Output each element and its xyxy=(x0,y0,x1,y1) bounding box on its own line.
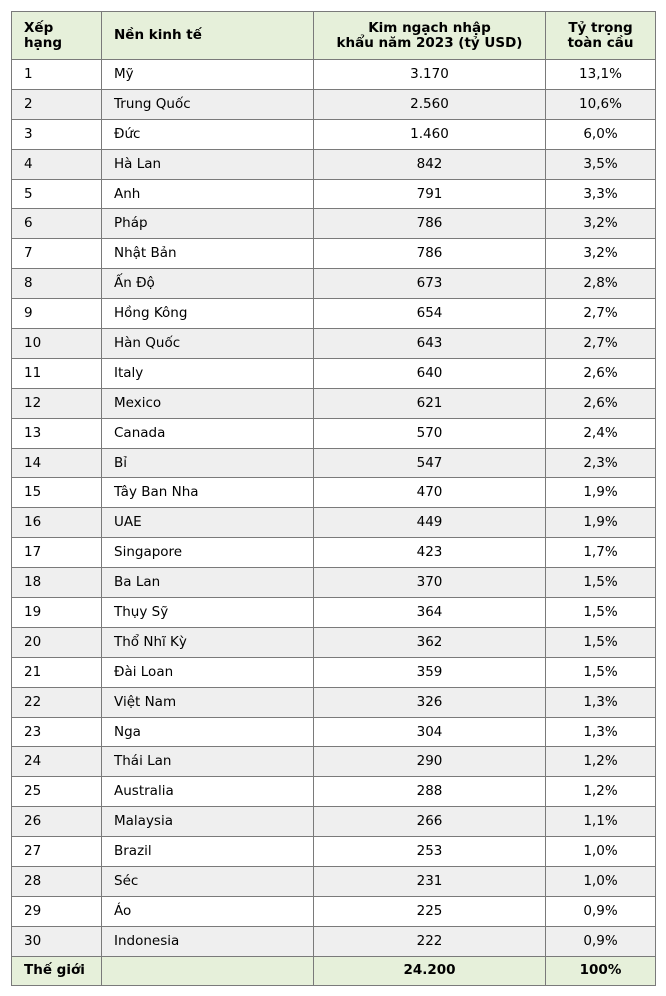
table-row xyxy=(12,896,656,926)
header-share-line-1: Tỷ trọng xyxy=(568,19,633,36)
table-row xyxy=(12,448,656,478)
cell-economy: Đức xyxy=(102,119,314,149)
cell-economy: Nhật Bản xyxy=(102,239,314,269)
cell-rank: 15 xyxy=(12,478,102,508)
cell-import-value: 654 xyxy=(314,299,546,329)
table-row xyxy=(12,598,656,628)
import-ranking-table xyxy=(11,11,656,986)
cell-share: 6,0% xyxy=(546,119,656,149)
cell-import-value: 640 xyxy=(314,358,546,388)
cell-rank: 28 xyxy=(12,867,102,897)
cell-import-value: 266 xyxy=(314,807,546,837)
cell-economy: Nga xyxy=(102,717,314,747)
cell-economy: Việt Nam xyxy=(102,687,314,717)
cell-import-value: 786 xyxy=(314,209,546,239)
cell-economy: Brazil xyxy=(102,837,314,867)
cell-share: 0,9% xyxy=(546,926,656,956)
cell-rank: 21 xyxy=(12,657,102,687)
cell-economy: Hàn Quốc xyxy=(102,329,314,359)
cell-rank: 25 xyxy=(12,777,102,807)
cell-share: 1,0% xyxy=(546,837,656,867)
cell-economy: Anh xyxy=(102,179,314,209)
cell-share: 1,3% xyxy=(546,717,656,747)
cell-share: 1,1% xyxy=(546,807,656,837)
cell-share: 2,6% xyxy=(546,388,656,418)
table-row xyxy=(12,508,656,538)
cell-share: 2,7% xyxy=(546,299,656,329)
footer-share: 100% xyxy=(546,956,656,985)
footer-economy xyxy=(102,956,314,985)
cell-economy: Bỉ xyxy=(102,448,314,478)
cell-rank: 19 xyxy=(12,598,102,628)
cell-import-value: 643 xyxy=(314,329,546,359)
cell-share: 2,3% xyxy=(546,448,656,478)
cell-share: 1,0% xyxy=(546,867,656,897)
cell-rank: 26 xyxy=(12,807,102,837)
cell-share: 2,6% xyxy=(546,358,656,388)
cell-economy: Italy xyxy=(102,358,314,388)
table-row xyxy=(12,89,656,119)
header-rank-line-1: Xếp xyxy=(24,19,54,36)
table-body xyxy=(12,60,656,957)
footer-row-total xyxy=(12,956,656,985)
cell-import-value: 326 xyxy=(314,687,546,717)
cell-economy: UAE xyxy=(102,508,314,538)
cell-economy: Thụy Sỹ xyxy=(102,598,314,628)
cell-share: 13,1% xyxy=(546,60,656,90)
cell-share: 3,3% xyxy=(546,179,656,209)
cell-share: 1,7% xyxy=(546,538,656,568)
header-economy: Nền kinh tế xyxy=(102,12,314,60)
cell-share: 0,9% xyxy=(546,896,656,926)
table-row xyxy=(12,388,656,418)
cell-rank: 9 xyxy=(12,299,102,329)
cell-import-value: 470 xyxy=(314,478,546,508)
cell-import-value: 786 xyxy=(314,239,546,269)
cell-economy: Indonesia xyxy=(102,926,314,956)
header-rank xyxy=(12,12,102,60)
header-share-line-2: toàn cầu xyxy=(567,34,634,51)
cell-share: 1,5% xyxy=(546,627,656,657)
cell-economy: Áo xyxy=(102,896,314,926)
table-row xyxy=(12,837,656,867)
table-row xyxy=(12,209,656,239)
cell-rank: 22 xyxy=(12,687,102,717)
cell-rank: 24 xyxy=(12,747,102,777)
cell-import-value: 449 xyxy=(314,508,546,538)
cell-share: 1,2% xyxy=(546,777,656,807)
table-row xyxy=(12,687,656,717)
cell-share: 2,4% xyxy=(546,418,656,448)
cell-rank: 6 xyxy=(12,209,102,239)
cell-share: 1,5% xyxy=(546,598,656,628)
cell-import-value: 1.460 xyxy=(314,119,546,149)
table-footer xyxy=(12,956,656,985)
cell-import-value: 423 xyxy=(314,538,546,568)
cell-import-value: 547 xyxy=(314,448,546,478)
cell-rank: 11 xyxy=(12,358,102,388)
cell-share: 3,5% xyxy=(546,149,656,179)
cell-share: 1,5% xyxy=(546,568,656,598)
table-row xyxy=(12,358,656,388)
table-row xyxy=(12,179,656,209)
cell-economy: Thổ Nhĩ Kỳ xyxy=(102,627,314,657)
cell-share: 2,7% xyxy=(546,329,656,359)
cell-economy: Canada xyxy=(102,418,314,448)
cell-rank: 14 xyxy=(12,448,102,478)
cell-share: 3,2% xyxy=(546,239,656,269)
cell-rank: 27 xyxy=(12,837,102,867)
table-row xyxy=(12,777,656,807)
header-import-value xyxy=(314,12,546,60)
table-row xyxy=(12,119,656,149)
cell-import-value: 290 xyxy=(314,747,546,777)
table-row xyxy=(12,329,656,359)
table-row xyxy=(12,149,656,179)
cell-share: 10,6% xyxy=(546,89,656,119)
header-import-value-line-1: Kim ngạch nhập xyxy=(368,19,491,36)
cell-share: 3,2% xyxy=(546,209,656,239)
cell-economy: Thái Lan xyxy=(102,747,314,777)
cell-economy: Ấn Độ xyxy=(102,269,314,299)
cell-import-value: 225 xyxy=(314,896,546,926)
table-row xyxy=(12,538,656,568)
cell-economy: Pháp xyxy=(102,209,314,239)
table-row xyxy=(12,299,656,329)
cell-import-value: 791 xyxy=(314,179,546,209)
cell-share: 2,8% xyxy=(546,269,656,299)
cell-rank: 3 xyxy=(12,119,102,149)
table-row xyxy=(12,269,656,299)
cell-economy: Mexico xyxy=(102,388,314,418)
import-ranking-table-container xyxy=(11,11,655,986)
header-share xyxy=(546,12,656,60)
table-row xyxy=(12,568,656,598)
cell-economy: Trung Quốc xyxy=(102,89,314,119)
cell-import-value: 362 xyxy=(314,627,546,657)
footer-label: Thế giới xyxy=(12,956,102,985)
cell-rank: 18 xyxy=(12,568,102,598)
table-row xyxy=(12,807,656,837)
cell-rank: 1 xyxy=(12,60,102,90)
cell-import-value: 304 xyxy=(314,717,546,747)
header-row xyxy=(12,12,656,60)
table-row xyxy=(12,657,656,687)
cell-import-value: 3.170 xyxy=(314,60,546,90)
cell-rank: 5 xyxy=(12,179,102,209)
table-row xyxy=(12,239,656,269)
cell-import-value: 570 xyxy=(314,418,546,448)
cell-economy: Hà Lan xyxy=(102,149,314,179)
table-row xyxy=(12,926,656,956)
cell-economy: Hồng Kông xyxy=(102,299,314,329)
table-row xyxy=(12,60,656,90)
cell-rank: 7 xyxy=(12,239,102,269)
header-import-value-line-2: khẩu năm 2023 (tỷ USD) xyxy=(336,34,523,51)
table-row xyxy=(12,478,656,508)
cell-rank: 8 xyxy=(12,269,102,299)
cell-economy: Séc xyxy=(102,867,314,897)
cell-import-value: 288 xyxy=(314,777,546,807)
cell-import-value: 222 xyxy=(314,926,546,956)
cell-economy: Ba Lan xyxy=(102,568,314,598)
table-header xyxy=(12,12,656,60)
header-rank-line-2: hạng xyxy=(24,34,62,51)
table-row xyxy=(12,747,656,777)
cell-import-value: 253 xyxy=(314,837,546,867)
cell-import-value: 359 xyxy=(314,657,546,687)
table-row xyxy=(12,418,656,448)
cell-economy: Australia xyxy=(102,777,314,807)
cell-economy: Singapore xyxy=(102,538,314,568)
cell-rank: 13 xyxy=(12,418,102,448)
table-row xyxy=(12,717,656,747)
cell-share: 1,9% xyxy=(546,508,656,538)
cell-import-value: 364 xyxy=(314,598,546,628)
cell-economy: Tây Ban Nha xyxy=(102,478,314,508)
cell-share: 1,9% xyxy=(546,478,656,508)
cell-rank: 16 xyxy=(12,508,102,538)
cell-rank: 10 xyxy=(12,329,102,359)
cell-share: 1,5% xyxy=(546,657,656,687)
cell-import-value: 231 xyxy=(314,867,546,897)
cell-import-value: 842 xyxy=(314,149,546,179)
cell-rank: 30 xyxy=(12,926,102,956)
cell-share: 1,3% xyxy=(546,687,656,717)
cell-rank: 20 xyxy=(12,627,102,657)
cell-rank: 12 xyxy=(12,388,102,418)
footer-value: 24.200 xyxy=(314,956,546,985)
cell-economy: Mỹ xyxy=(102,60,314,90)
cell-share: 1,2% xyxy=(546,747,656,777)
cell-rank: 4 xyxy=(12,149,102,179)
cell-rank: 29 xyxy=(12,896,102,926)
cell-rank: 23 xyxy=(12,717,102,747)
table-row xyxy=(12,867,656,897)
table-row xyxy=(12,627,656,657)
cell-economy: Đài Loan xyxy=(102,657,314,687)
cell-import-value: 2.560 xyxy=(314,89,546,119)
cell-rank: 2 xyxy=(12,89,102,119)
cell-economy: Malaysia xyxy=(102,807,314,837)
cell-import-value: 370 xyxy=(314,568,546,598)
cell-rank: 17 xyxy=(12,538,102,568)
cell-import-value: 621 xyxy=(314,388,546,418)
cell-import-value: 673 xyxy=(314,269,546,299)
